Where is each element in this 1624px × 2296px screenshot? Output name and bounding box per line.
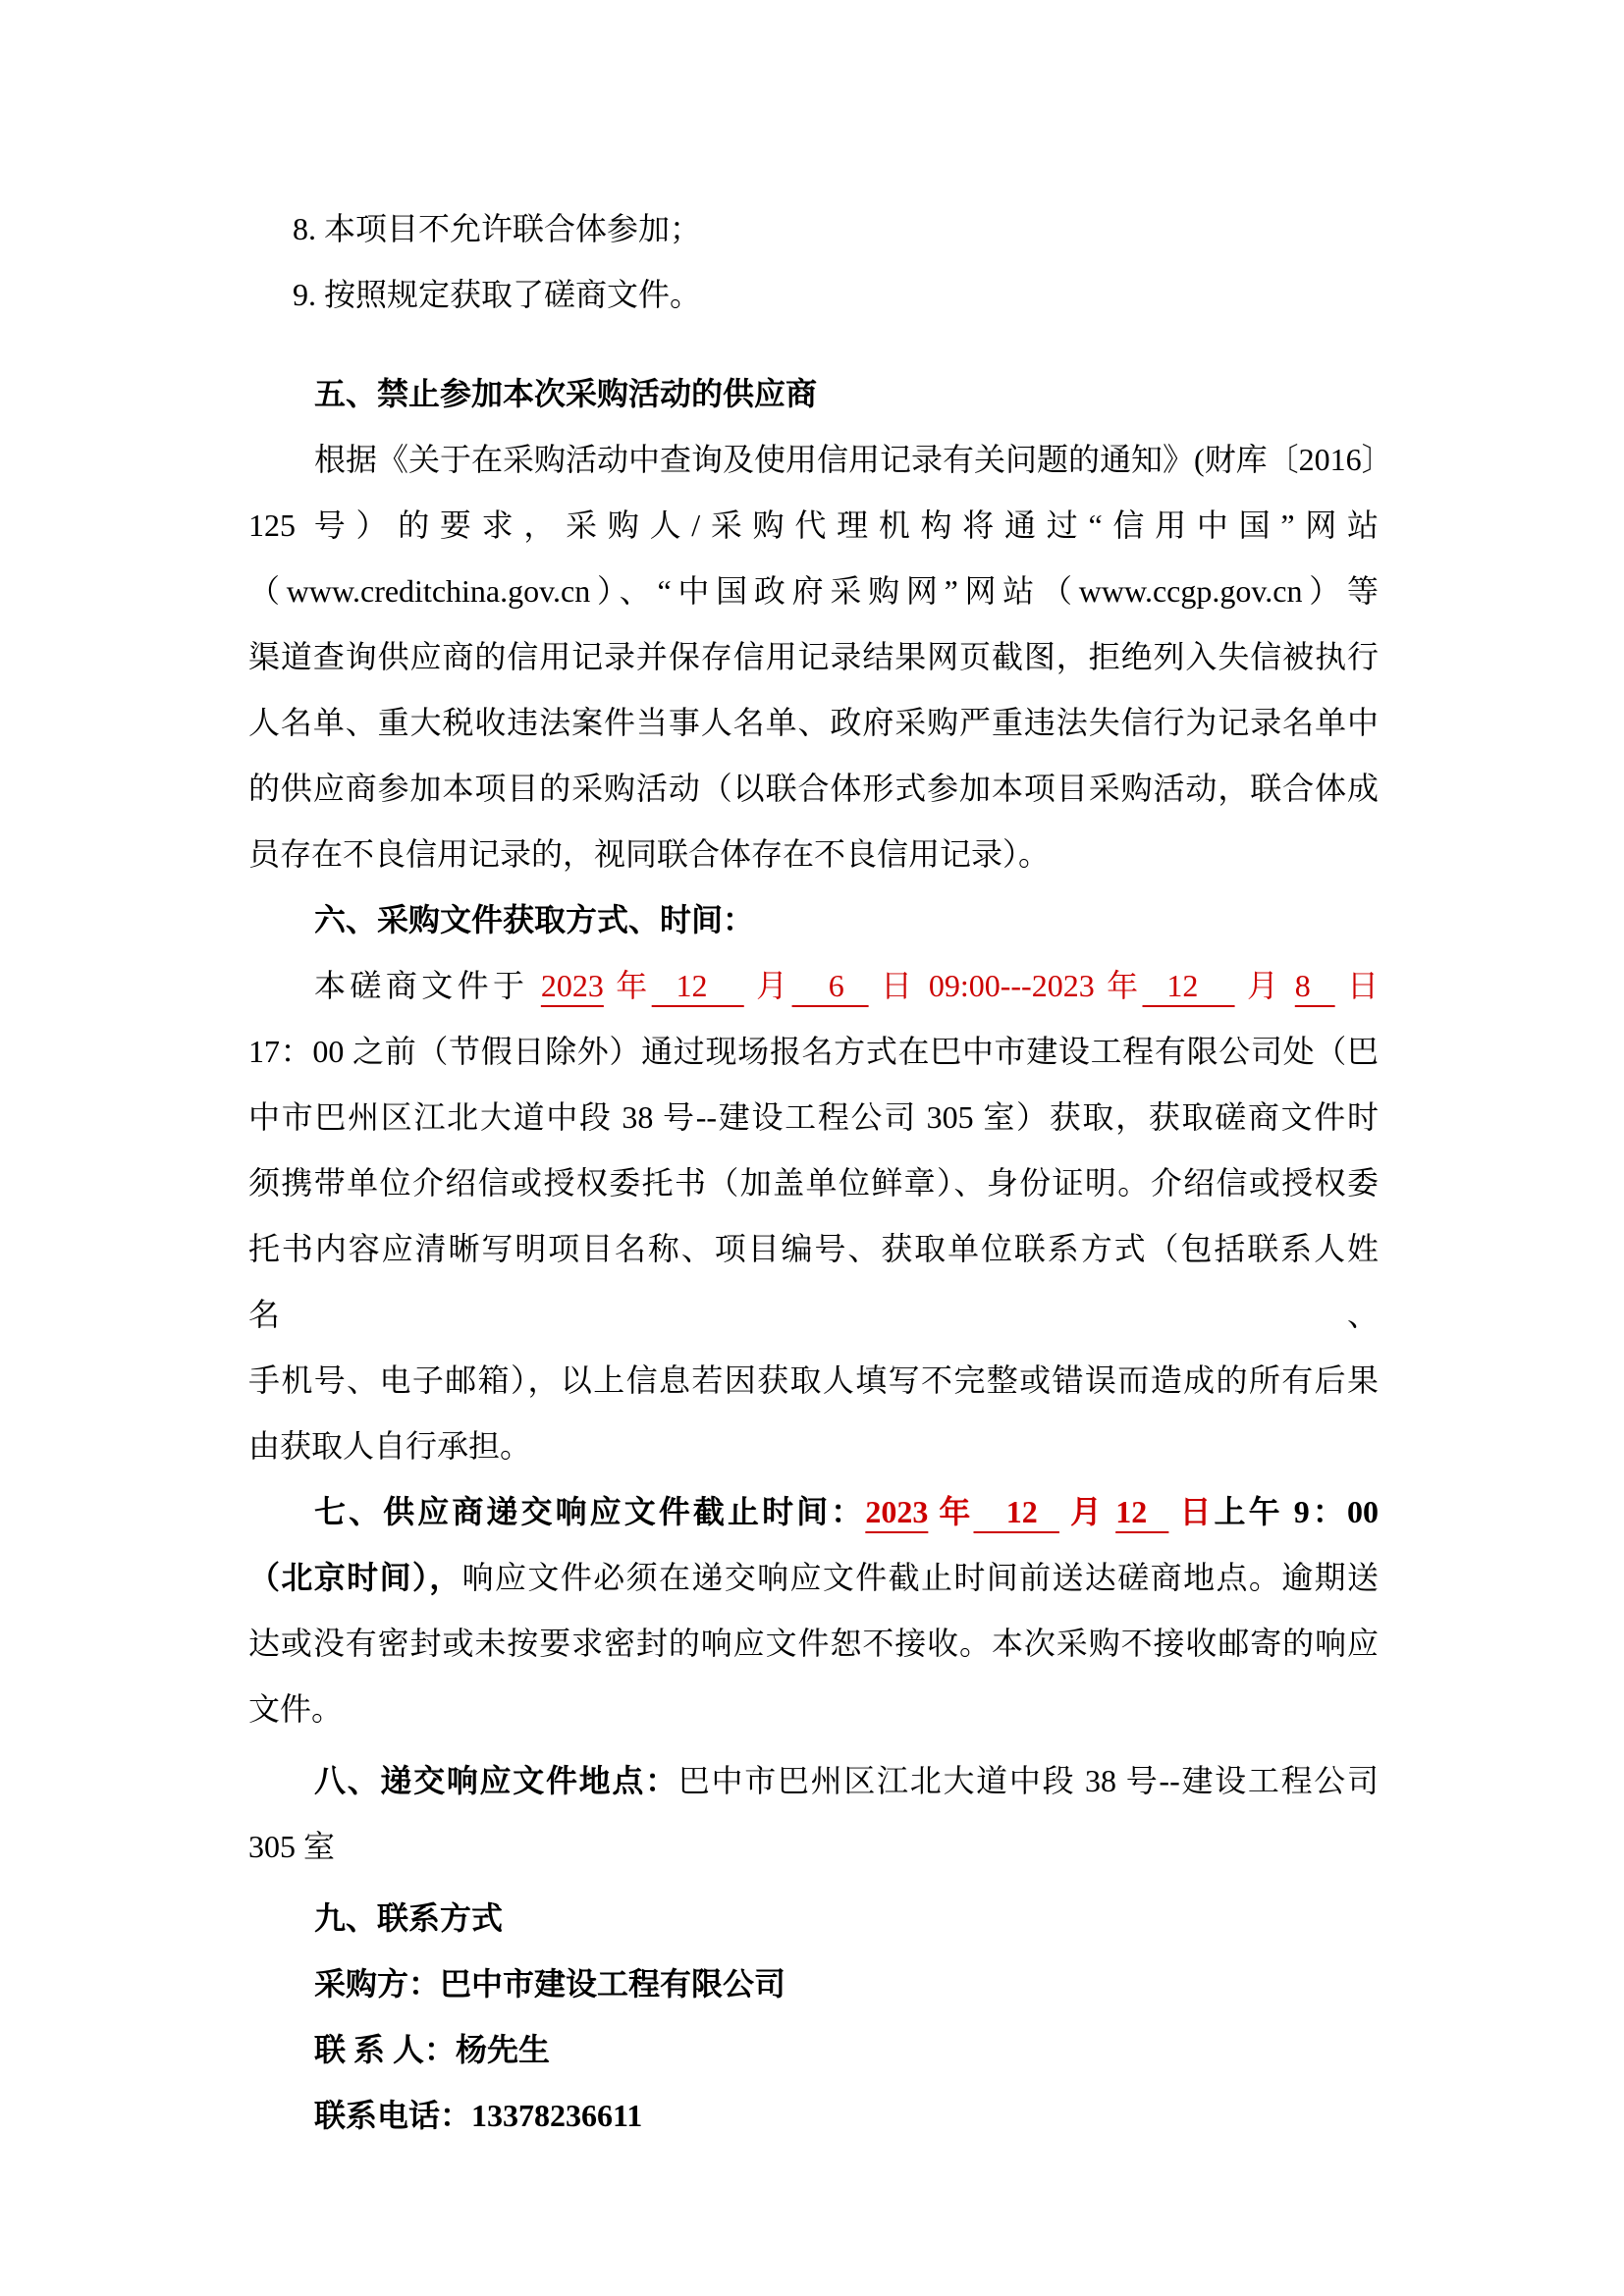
- text-segment: 员存在不良信用记录的，视同联合体存在不良信用记录）。: [248, 836, 1051, 872]
- section-5-heading: [248, 361, 1379, 427]
- section-5-para-line: [248, 756, 1379, 822]
- text-segment: 本磋商文件于: [314, 968, 541, 1003]
- text-segment: 六、采购文件获取方式、时间：: [314, 902, 755, 937]
- date-blank-underline: 6: [791, 968, 869, 1003]
- text-segment: 中市巴州区江北大道中段 38 号--建设工程公司 305 室）获取，获取磋商文件时: [248, 1099, 1379, 1135]
- text-segment: 月: [743, 968, 792, 1003]
- section-5-para-line: [248, 493, 1379, 559]
- text-segment: 须携带单位介绍信或授权委托书（加盖单位鲜章）、身份证明。介绍信或授权委: [248, 1165, 1379, 1201]
- text-segment: 日: [1334, 968, 1380, 1003]
- text-segment: 九、联系方式: [314, 1900, 504, 1936]
- date-blank-underline: 8: [1294, 968, 1335, 1003]
- section-6-para-line: [248, 1414, 1379, 1479]
- section-5-para-line: [248, 822, 1379, 887]
- date-blank-underline: 12: [1142, 968, 1235, 1003]
- section-5-para-line: [248, 690, 1379, 756]
- text-segment: （北京时间），: [248, 1560, 462, 1595]
- text-segment: 的供应商参加本项目的采购活动（以联合体形式参加本项目采购活动，联合体成: [248, 771, 1379, 806]
- text-segment: 文件。: [248, 1691, 344, 1727]
- text-segment: 七、供应商递交响应文件截止时间：: [314, 1494, 866, 1529]
- text-segment: 巴中市巴州区江北大道中段 38 号--建设工程公司: [677, 1763, 1379, 1798]
- contact-purchaser: [248, 1951, 1379, 2017]
- section-7-para-line: [248, 1545, 1379, 1611]
- text-segment: 托书内容应清晰写明项目名称、项目编号、获取单位联系方式（包括联系人姓名、: [248, 1231, 1379, 1332]
- section-7-heading: [248, 1479, 1379, 1545]
- text-segment: 手机号、电子邮箱），以上信息若因获取人填写不完整或错误而造成的所有后果: [248, 1362, 1379, 1398]
- section-5-para-line: [248, 427, 1393, 493]
- text-segment: 月: [1058, 1494, 1116, 1529]
- date-blank-underline: 2023: [540, 968, 604, 1003]
- text-segment: 日 09:00---2023 年: [868, 968, 1143, 1003]
- document-body: [248, 196, 1393, 2149]
- section-9-heading: [248, 1886, 1379, 1951]
- date-blank-underline: 2023: [865, 1494, 929, 1529]
- text-segment: 305 室: [248, 1829, 336, 1864]
- text-segment: 联系电话：13378236611: [314, 2098, 643, 2133]
- section-7-para-line: [248, 1611, 1379, 1677]
- text-segment: 上午 9：00: [1214, 1494, 1379, 1529]
- text-segment: 8. 本项目不允许联合体参加；: [293, 211, 702, 246]
- date-blank-underline: 12: [651, 968, 744, 1003]
- text-segment: 八、递交响应文件地点：: [314, 1763, 678, 1798]
- text-segment: 125 号）的要求，采购人/采购代理机构将通过“信用中国”网站: [248, 507, 1379, 543]
- text-segment: 人名单、重大税收违法案件当事人名单、政府采购严重违法失信行为记录名单中: [248, 705, 1379, 740]
- text-segment: 日: [1168, 1494, 1215, 1529]
- section-6-para-line: [248, 1019, 1379, 1085]
- text-segment: 年: [928, 1494, 974, 1529]
- text-segment: 渠道查询供应商的信用记录并保存信用记录结果网页截图，拒绝列入失信被执行: [248, 639, 1379, 674]
- text-segment: 9. 按照规定获取了磋商文件。: [293, 277, 702, 312]
- text-segment: 响应文件必须在递交响应文件截止时间前送达磋商地点。逾期送: [461, 1560, 1379, 1595]
- contact-person: [248, 2017, 1379, 2083]
- text-segment: 根据《关于在采购活动中查询及使用信用记录有关问题的通知》(财库〔2016〕: [314, 442, 1393, 477]
- text-segment: 17：00 之前（节假日除外）通过现场报名方式在巴中市建设工程有限公司处（巴: [248, 1034, 1379, 1069]
- section-8-heading: [248, 1748, 1379, 1814]
- text-segment: 由获取人自行承担。: [248, 1428, 532, 1464]
- section-6-para-line: [248, 1348, 1379, 1414]
- text-segment: 月: [1234, 968, 1295, 1003]
- section-6-para-line: [248, 1085, 1379, 1150]
- text-segment: 采购方：巴中市建设工程有限公司: [314, 1966, 786, 2002]
- text-segment: 联 系 人：杨先生: [314, 2032, 551, 2067]
- section-5-para-line: [248, 624, 1379, 690]
- section-6-para-line: [248, 1150, 1379, 1216]
- list-item-8: [248, 196, 1379, 262]
- text-segment: （www.creditchina.gov.cn）、“中国政府采购网”网站（www.ccgp.gov.cn）等: [248, 573, 1379, 609]
- section-6-para-line: [248, 1216, 1379, 1348]
- date-blank-underline: 12: [973, 1494, 1059, 1529]
- date-blank-underline: 12: [1115, 1494, 1169, 1529]
- section-8-para-line: [248, 1814, 1379, 1880]
- section-6-heading: [248, 887, 1379, 953]
- section-7-para-line: [248, 1677, 1379, 1742]
- text-segment: 五、禁止参加本次采购活动的供应商: [314, 376, 818, 411]
- contact-phone: [248, 2083, 1379, 2149]
- list-item-9: [248, 262, 1379, 328]
- text-segment: 达或没有密封或未按要求密封的响应文件恕不接收。本次采购不接收邮寄的响应: [248, 1626, 1379, 1661]
- section-5-para-line: [248, 559, 1379, 624]
- text-segment: 年: [603, 968, 652, 1003]
- section-6-date-line: [248, 953, 1379, 1019]
